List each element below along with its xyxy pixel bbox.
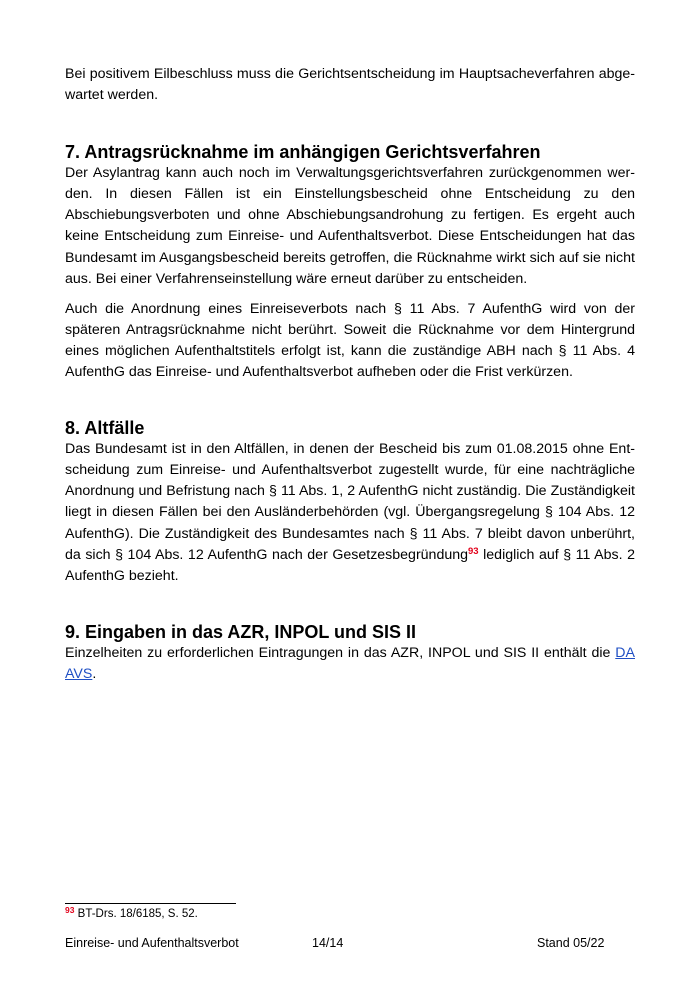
section-8-paragraph: [65, 439, 635, 587]
section-7-paragraph-1: Der Asylantrag kann auch noch im Verwaltungsgerichtsverfahren zurückgenommen werden. In diesen Fällen ist ein Einstellungsbescheid ohne Entscheidung zu den Abschiebungsverboten und ohne Abschiebungsandrohung zu fertigen. Es ergeht auch keine Entscheidung zum Einreise- und Aufenthaltsverbot. Diese Entscheidungen hat das Bundesamt im Ausgangsbescheid bereits getroffen, die Rücknahme wirkt sich auf sie nicht aus. Bei einer Verfahrenseinstellung wäre erneut darüber zu entscheiden.: [65, 165, 635, 287]
footnote-reference[interactable]: 93: [468, 545, 479, 557]
footnote: [65, 907, 198, 921]
section-9-heading: 9. Eingaben in das AZR, INPOL und SIS II: [65, 621, 417, 642]
section-8-heading: 8. Altfälle: [65, 418, 145, 439]
section-8-text: Das Bundesamt ist in den Altfällen, in denen der Bescheid bis zum 01.08.2015 ohne Entscheidung zum Einreise- und Aufenthaltsverbot zugestellt wurde, für eine nachträgliche Anordnung und Befristung nach § 11 Abs. 1, 2 AufenthG nicht zuständig. Die Zuständigkeit liegt in diesen Fällen bei den Ausländerbehörden (vgl. Übergangsregelung § 104 Abs. 12 AufenthG). Die Zuständigkeit des Bundesamtes nach § 11 Abs. 7 bleibt davon unberührt, da sich § 104 Abs. 12 AufenthG nach der Gesetzesbegründung: [65, 441, 635, 563]
section-8-text-end: lediglich auf § 11 Abs. 2 AufenthG bezieht.: [65, 546, 635, 584]
footnote-number: 93: [65, 905, 75, 915]
footer-title: Einreise- und Aufenthaltsverbot: [65, 936, 239, 950]
footnote-text: BT-Drs. 18/6185, S. 52.: [74, 908, 198, 920]
section-9-text: Einzelheiten zu erforderlichen Eintragungen in das AZR, INPOL und SIS II enthält die: [65, 644, 616, 661]
page-content: [65, 64, 635, 685]
intro-paragraph: Bei positivem Eilbeschluss muss die Gerichtsentscheidung im Hauptsacheverfahren abgewartet werden.: [65, 66, 635, 104]
section-7-heading: 7. Antragsrücknahme im anhängigen Gerichtsverfahren: [65, 142, 541, 163]
section-7-paragraph-2: Auch die Anordnung eines Einreiseverbots nach § 11 Abs. 7 AufenthG wird von der späteren Antragsrücknahme nicht berührt. Soweit die Rücknahme vor dem Hintergrund eines möglichen Aufenthaltstitels erfolgt ist, kann die zuständige ABH nach § 11 Abs. 4 AufenthG das Einreise- und Aufenthaltsverbot aufheben oder die Frist verkürzen.: [65, 300, 635, 381]
section-9-text-end: .: [92, 665, 97, 682]
section-9-paragraph: [65, 643, 635, 685]
page-number: 14/14: [312, 936, 344, 950]
da-avs-link[interactable]: DA AVS: [65, 644, 635, 682]
footnote-divider: [65, 903, 236, 904]
footer-version: Stand 05/22: [537, 936, 605, 950]
